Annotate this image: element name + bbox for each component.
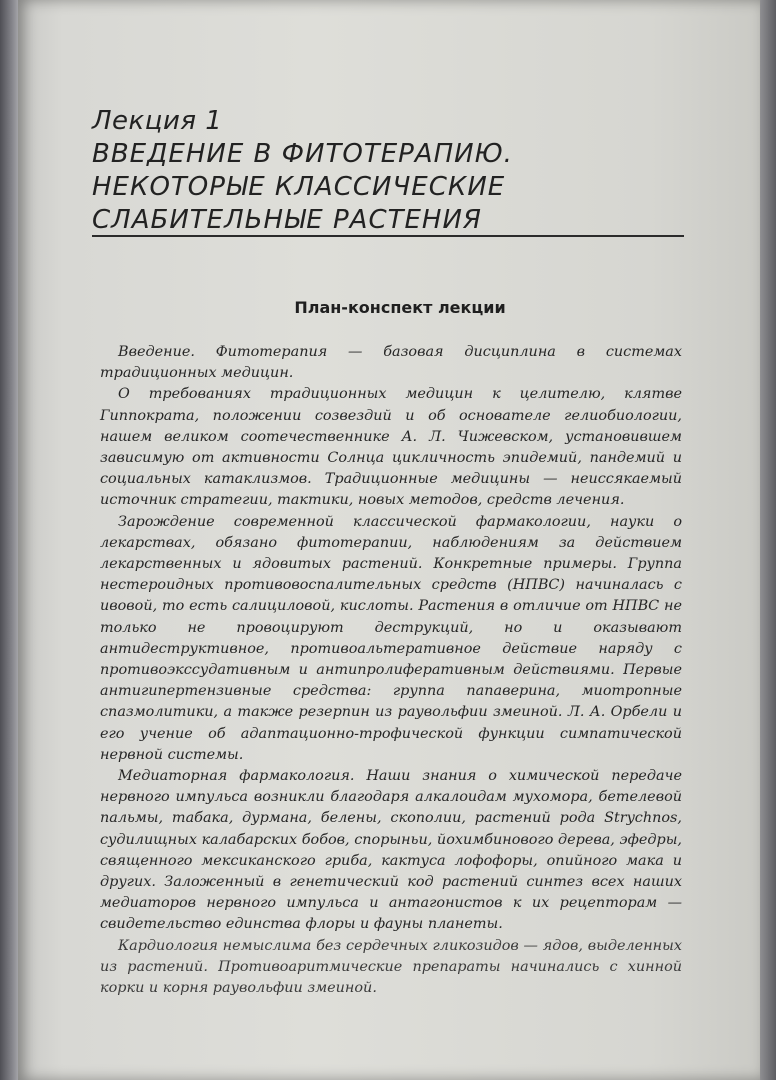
title-divider [92, 235, 684, 237]
paragraph-traditional-medicine: О требованиях традиционных медицин к целителю, клятве Гиппократа, положении созвездий и об основателе гелиобиологии, нашем великом соотечественнике А. Л. Чижевском, установившем зависимую от активности Солнца цикличность эпидемий, пандемий и социальных катаклизмов. Традиционные медицины — неиссякаемый источник стратегии, тактики, новых методов, средств лечения. [100, 386, 682, 509]
lecture-title-line-3: СЛАБИТЕЛЬНЫЕ РАСТЕНИЯ [92, 205, 482, 235]
lecture-header [92, 104, 684, 237]
page-edge [760, 0, 776, 1080]
lecture-number: Лекция 1 [92, 106, 223, 136]
lecture-title-line-1: ВВЕДЕНИЕ В ФИТОТЕРАПИЮ. [92, 139, 513, 169]
paragraph-mediator-pharmacology: Медиаторная фармакология. Наши знания о химической передаче нервного импульса возникли благодаря алкалоидам мухомора, бетелевой пальмы, табака, дурмана, белены, скополии, растений рода Strychnos, судилищных калабарских бобов, спорыньи, йохимбинового дерева, эфедры, священного мексиканского гриба, кактуса лофофоры, опийного мака и других. Заложенный в генетический код растений синтез всех наших медиаторов нервного импульса и антагонистов к их рецепторам — свидетельство единства флоры и фауны планеты. [100, 768, 682, 933]
paragraph-pharmacology: Зарождение современной классической фармакологии, науки о лекарствах, обязано фитотерапии, наблюдениям за действием лекарственных и ядовитых растений. Конкретные примеры. Группа нестероидных противовоспалительных средств (НПВС) начиналась с ивовой, то есть салициловой, кислоты. Растения в отличие от НПВС не только не провоцируют деструкций, но и оказывают антидеструктивное, противоальтеративное действие наряду с противоэкссудативным и антипролиферативным действиями. Первые антигипертензивные средства: группа папаверина, миотропные спазмолитики, а также резерпин из раувольфии змеиной. Л. А. Орбели и его учение об адаптационно-трофической функции симпатической нервной системы. [100, 513, 682, 763]
section-heading: План-конспект лекции [294, 298, 506, 317]
paragraph-introduction: Введение. Фитотерапия — базовая дисциплина в системах традиционных медицин. [100, 344, 682, 382]
paragraph-cardiology: Кардиология немыслима без сердечных гликозидов — ядов, выделенных из растений. Противоаритмические препараты начинались с хинной корки и корня раувольфии змеиной. [100, 937, 682, 997]
lecture-outline-text [100, 342, 682, 999]
lecture-title-line-2: НЕКОТОРЫЕ КЛАССИЧЕСКИЕ [92, 172, 506, 202]
